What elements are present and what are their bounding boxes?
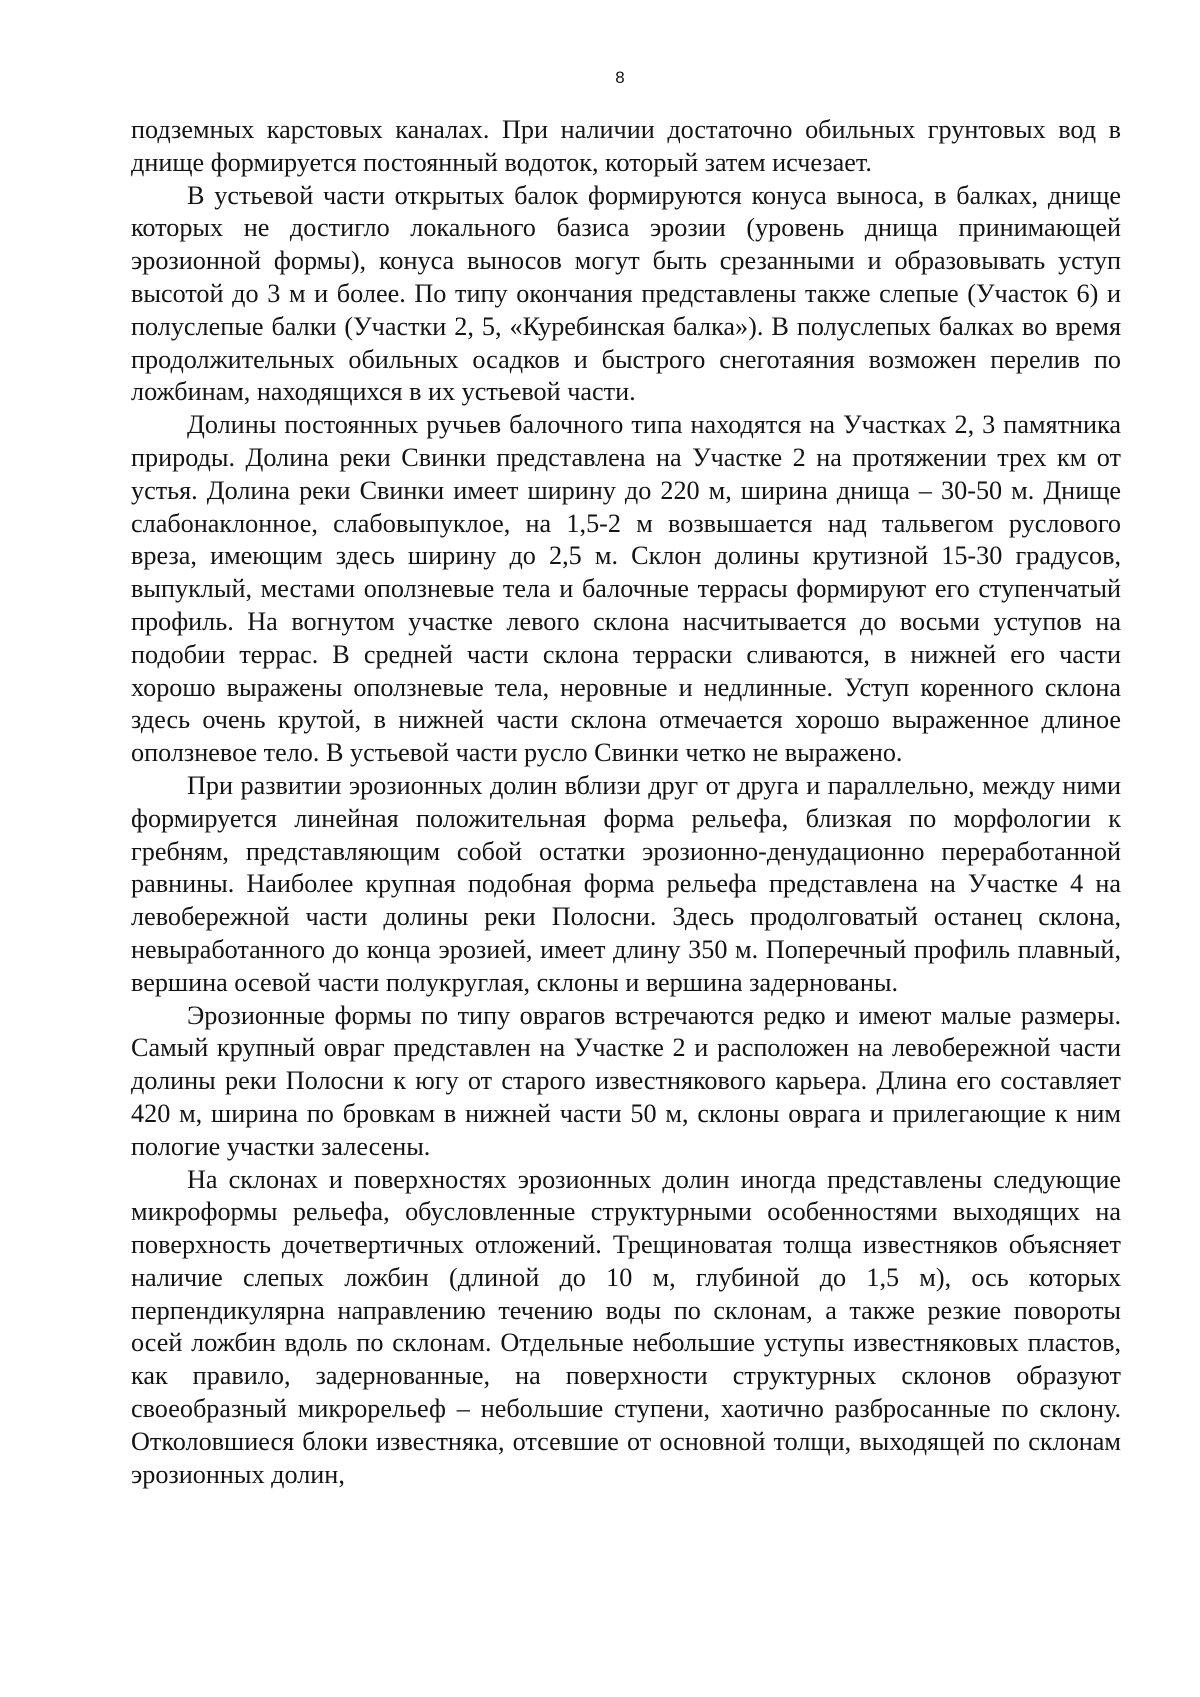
paragraph-alluvial-fans: В устьевой части открытых балок формируются конуса выноса, в балках, днище которых не достигло локального базиса эрозии (уровень днища принимающей эрозионной формы), конуса выносов могут быть срезанными и образовывать уступ высотой до 3 м и более. По типу окончания представлены также слепые (Участок 6) и полуслепые балки (Участки 2, 5, «Куребинская балка»). В полуслепых балках во время продолжительных обильных осадков и быстрого снеготаяния возможен перелив по ложбинам, находящихся в их устьевой части.	[131, 180, 1121, 407]
paragraph-ridges: При развитии эрозионных долин вблизи друг от друга и параллельно, между ними формируется линейная положительная форма рельефа, близкая по морфологии к гребням, представляющим собой остатки эрозионно-денудационно переработанной равнины. Наиболее крупная подобная форма рельефа представлена на Участке 4 на левобережной части долины реки Полосни. Здесь продолговатый останец склона, невыработанного до конца эрозией, имеет длину 350 м. Поперечный профиль плавный, вершина осевой части полукруглая, склоны и вершина задернованы.	[131, 770, 1121, 997]
document-body	[131, 114, 1121, 1491]
paragraph-ravines: Эрозионные формы по типу оврагов встречаются редко и имеют малые размеры. Самый крупный овраг представлен на Участке 2 и расположен на левобережной части долины реки Полосни к югу от старого известнякового карьера. Длина его составляет 420 м, ширина по бровкам в нижней части 50 м, склоны оврага и прилегающие к ним пологие участки залесены.	[131, 1000, 1121, 1161]
paragraph-microforms: На склонах и поверхностях эрозионных долин иногда представлены следующие микроформы рельефа, обусловленные структурными особенностями выходящих на поверхность дочетвертичных отложений. Трещиноватая толща известняков объясняет наличие слепых ложбин (длиной до 10 м, глубиной до 1,5 м), ось которых перпендикулярна направлению течению воды по склонам, а также резкие повороты осей ложбин вдоль по склонам. Отдельные небольшие уступы известняковых пластов, как правило, задернованные, на поверхности структурных склонов образуют своеобразный микрорельеф – небольшие ступени, хаотично разбросанные по склону. Отколовшиеся блоки известняка, отсевшие от основной толщи, выходящей по склонам эрозионных долин,	[131, 1164, 1121, 1489]
page-number: 8	[615, 68, 625, 87]
paragraph-svinka-valley: Долины постоянных ручьев балочного типа находятся на Участках 2, 3 памятника природы. Долина реки Свинки представлена на Участке 2 на протяжении трех км от устья. Долина реки Свинки имеет ширину до 220 м, ширина днища – 30-50 м. Днище слабонаклонное, слабовыпуклое, на 1,5-2 м возвышается над тальвегом руслового вреза, имеющим здесь ширину до 2,5 м. Склон долины крутизной 15-30 градусов, выпуклый, местами оползневые тела и балочные террасы формируют его ступенчатый профиль. На вогнутом участке левого склона насчитывается до восьми уступов на подобии террас. В средней части склона терраски сливаются, в нижней его части хорошо выражены оползневые тела, неровные и недлинные. Уступ коренного склона здесь очень крутой, в нижней части склона отмечается хорошо выраженное длиное оползневое тело. В устьевой части русло Свинки четко не выражено.	[131, 410, 1121, 768]
paragraph-continuation: подземных карстовых каналах. При наличии достаточно обильных грунтовых вод в днище формируется постоянный водоток, который затем исчезает.	[131, 115, 1121, 177]
